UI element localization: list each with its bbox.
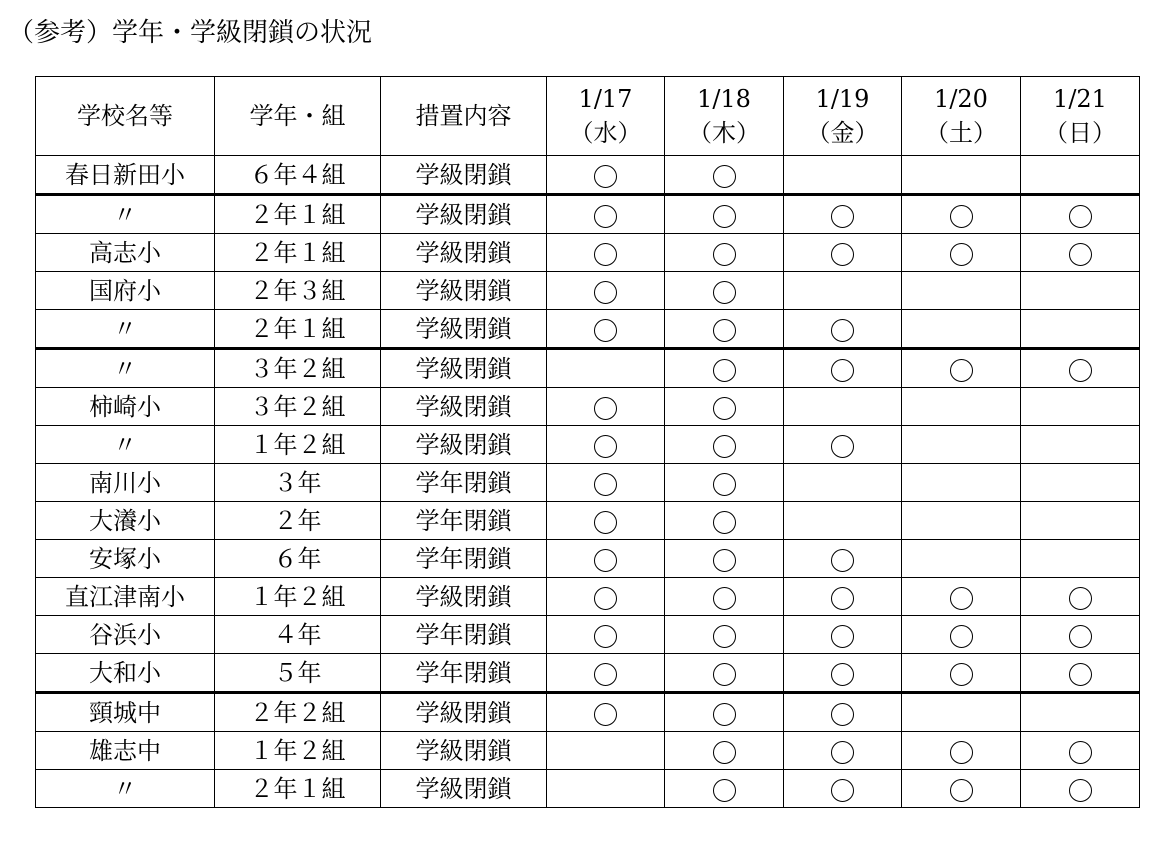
circle-mark-icon — [713, 205, 736, 228]
table-row — [36, 426, 1140, 464]
circle-mark-icon — [950, 779, 973, 802]
header-day — [547, 77, 665, 156]
circle-mark-icon — [831, 703, 854, 726]
day-cell — [665, 310, 784, 349]
day-cell — [547, 693, 665, 732]
measure-cell: 学級閉鎖 — [381, 578, 547, 616]
circle-mark-icon — [831, 243, 854, 266]
measure-cell: 学級閉鎖 — [381, 272, 547, 310]
circle-mark-icon — [1069, 663, 1092, 686]
circle-mark-icon — [713, 663, 736, 686]
circle-mark-icon — [713, 779, 736, 802]
table-row — [36, 349, 1140, 388]
day-cell — [665, 770, 784, 808]
circle-mark-icon — [950, 663, 973, 686]
circle-mark-icon — [713, 319, 736, 342]
day-cell — [1021, 616, 1140, 654]
day-cell — [547, 426, 665, 464]
day-cell — [902, 502, 1021, 540]
circle-mark-icon — [1069, 625, 1092, 648]
table-row — [36, 272, 1140, 310]
header-day-date: 1/17 — [578, 85, 633, 113]
header-day-weekday: （金） — [806, 119, 879, 147]
day-cell — [902, 310, 1021, 349]
grade-class-cell: ３年２組 — [215, 388, 381, 426]
measure-cell: 学級閉鎖 — [381, 156, 547, 195]
day-cell — [902, 272, 1021, 310]
day-cell — [1021, 732, 1140, 770]
table-row — [36, 310, 1140, 349]
day-cell — [547, 349, 665, 388]
day-cell — [665, 388, 784, 426]
circle-mark-icon — [831, 741, 854, 764]
grade-class-cell: ３年２組 — [215, 349, 381, 388]
header-day-date: 1/20 — [934, 85, 988, 113]
table-row — [36, 732, 1140, 770]
grade-class-cell: ２年１組 — [215, 195, 381, 234]
measure-cell: 学年閉鎖 — [381, 502, 547, 540]
day-cell — [784, 732, 902, 770]
day-cell — [665, 272, 784, 310]
day-cell — [665, 654, 784, 693]
measure-cell: 学級閉鎖 — [381, 234, 547, 272]
table-row — [36, 770, 1140, 808]
circle-mark-icon — [594, 397, 617, 420]
day-cell — [547, 156, 665, 195]
day-cell — [1021, 310, 1140, 349]
circle-mark-icon — [831, 549, 854, 572]
day-cell — [665, 464, 784, 502]
day-cell — [902, 540, 1021, 578]
day-cell — [547, 388, 665, 426]
circle-mark-icon — [831, 625, 854, 648]
day-cell — [547, 654, 665, 693]
circle-mark-icon — [594, 511, 617, 534]
circle-mark-icon — [713, 435, 736, 458]
circle-mark-icon — [950, 625, 973, 648]
day-cell — [784, 616, 902, 654]
grade-class-cell: １年２組 — [215, 732, 381, 770]
grade-class-cell: ２年３組 — [215, 272, 381, 310]
grade-class-cell: ２年１組 — [215, 770, 381, 808]
header-measure: 措置内容 — [381, 77, 547, 156]
table-row — [36, 195, 1140, 234]
header-school: 学校名等 — [36, 77, 215, 156]
school-cell: 頸城中 — [36, 693, 215, 732]
circle-mark-icon — [594, 243, 617, 266]
day-cell — [1021, 388, 1140, 426]
day-cell — [665, 616, 784, 654]
page-title: （参考）学年・学級閉鎖の状況 — [8, 18, 373, 48]
table-row — [36, 156, 1140, 195]
table-row — [36, 388, 1140, 426]
grade-class-cell: １年２組 — [215, 426, 381, 464]
day-cell — [784, 464, 902, 502]
day-cell — [547, 195, 665, 234]
day-cell — [784, 540, 902, 578]
day-cell — [1021, 540, 1140, 578]
day-cell — [547, 464, 665, 502]
day-cell — [902, 464, 1021, 502]
day-cell — [665, 732, 784, 770]
day-cell — [902, 578, 1021, 616]
circle-mark-icon — [594, 703, 617, 726]
day-cell — [547, 234, 665, 272]
school-cell: 国府小 — [36, 272, 215, 310]
day-cell — [1021, 464, 1140, 502]
day-cell — [547, 502, 665, 540]
school-cell: 〃 — [36, 310, 215, 349]
circle-mark-icon — [1069, 243, 1092, 266]
day-cell — [665, 578, 784, 616]
circle-mark-icon — [713, 587, 736, 610]
circle-mark-icon — [594, 281, 617, 304]
day-cell — [1021, 272, 1140, 310]
grade-class-cell: ６年４組 — [215, 156, 381, 195]
circle-mark-icon — [1069, 587, 1092, 610]
school-cell: 安塚小 — [36, 540, 215, 578]
circle-mark-icon — [831, 435, 854, 458]
school-cell: 大瀁小 — [36, 502, 215, 540]
day-cell — [547, 770, 665, 808]
day-cell — [902, 388, 1021, 426]
measure-cell: 学級閉鎖 — [381, 732, 547, 770]
circle-mark-icon — [831, 779, 854, 802]
table-body — [36, 156, 1140, 808]
measure-cell: 学級閉鎖 — [381, 426, 547, 464]
day-cell — [784, 654, 902, 693]
school-cell: 高志小 — [36, 234, 215, 272]
circle-mark-icon — [713, 281, 736, 304]
table-row — [36, 234, 1140, 272]
circle-mark-icon — [831, 359, 854, 382]
measure-cell: 学級閉鎖 — [381, 770, 547, 808]
day-cell — [784, 770, 902, 808]
school-cell: 谷浜小 — [36, 616, 215, 654]
header-day-weekday: （土） — [925, 119, 997, 147]
circle-mark-icon — [950, 243, 973, 266]
circle-mark-icon — [831, 587, 854, 610]
circle-mark-icon — [594, 625, 617, 648]
grade-class-cell: ５年 — [215, 654, 381, 693]
day-cell — [1021, 426, 1140, 464]
day-cell — [547, 578, 665, 616]
day-cell — [902, 693, 1021, 732]
day-cell — [784, 234, 902, 272]
circle-mark-icon — [831, 663, 854, 686]
circle-mark-icon — [594, 165, 617, 188]
circle-mark-icon — [594, 205, 617, 228]
day-cell — [1021, 578, 1140, 616]
circle-mark-icon — [831, 205, 854, 228]
circle-mark-icon — [594, 435, 617, 458]
circle-mark-icon — [713, 359, 736, 382]
grade-class-cell: １年２組 — [215, 578, 381, 616]
school-cell: 直江津南小 — [36, 578, 215, 616]
circle-mark-icon — [950, 359, 973, 382]
circle-mark-icon — [713, 473, 736, 496]
day-cell — [547, 540, 665, 578]
circle-mark-icon — [594, 319, 617, 342]
day-cell — [1021, 349, 1140, 388]
header-day-weekday: （水） — [569, 119, 642, 147]
day-cell — [1021, 156, 1140, 195]
day-cell — [547, 310, 665, 349]
day-cell — [784, 502, 902, 540]
day-cell — [784, 426, 902, 464]
header-row — [36, 77, 1140, 156]
circle-mark-icon — [1069, 779, 1092, 802]
circle-mark-icon — [950, 587, 973, 610]
day-cell — [547, 732, 665, 770]
day-cell — [665, 502, 784, 540]
day-cell — [784, 272, 902, 310]
day-cell — [902, 654, 1021, 693]
circle-mark-icon — [713, 741, 736, 764]
table-row — [36, 616, 1140, 654]
header-day-weekday: （日） — [1044, 119, 1116, 147]
header-day-date: 1/19 — [815, 85, 870, 113]
day-cell — [784, 578, 902, 616]
school-cell: 〃 — [36, 349, 215, 388]
circle-mark-icon — [713, 511, 736, 534]
day-cell — [784, 195, 902, 234]
day-cell — [784, 388, 902, 426]
circle-mark-icon — [594, 549, 617, 572]
circle-mark-icon — [713, 243, 736, 266]
day-cell — [784, 310, 902, 349]
circle-mark-icon — [713, 165, 736, 188]
day-cell — [1021, 502, 1140, 540]
day-cell — [665, 426, 784, 464]
grade-class-cell: ４年 — [215, 616, 381, 654]
circle-mark-icon — [594, 663, 617, 686]
header-day-date: 1/21 — [1053, 85, 1107, 113]
header-grade-class: 学年・組 — [215, 77, 381, 156]
header-day — [902, 77, 1021, 156]
school-cell: 柿崎小 — [36, 388, 215, 426]
day-cell — [665, 195, 784, 234]
grade-class-cell: ２年１組 — [215, 310, 381, 349]
closure-status-table — [35, 76, 1140, 808]
header-day — [665, 77, 784, 156]
measure-cell: 学年閉鎖 — [381, 464, 547, 502]
school-cell: 大和小 — [36, 654, 215, 693]
circle-mark-icon — [831, 319, 854, 342]
table-row — [36, 464, 1140, 502]
day-cell — [902, 349, 1021, 388]
grade-class-cell: ２年２組 — [215, 693, 381, 732]
school-cell: 春日新田小 — [36, 156, 215, 195]
measure-cell: 学級閉鎖 — [381, 693, 547, 732]
measure-cell: 学級閉鎖 — [381, 195, 547, 234]
school-cell: 〃 — [36, 426, 215, 464]
day-cell — [902, 156, 1021, 195]
school-cell: 南川小 — [36, 464, 215, 502]
day-cell — [784, 693, 902, 732]
header-day — [1021, 77, 1140, 156]
day-cell — [1021, 195, 1140, 234]
day-cell — [665, 540, 784, 578]
measure-cell: 学年閉鎖 — [381, 654, 547, 693]
measure-cell: 学級閉鎖 — [381, 349, 547, 388]
circle-mark-icon — [713, 703, 736, 726]
grade-class-cell: ３年 — [215, 464, 381, 502]
circle-mark-icon — [1069, 205, 1092, 228]
circle-mark-icon — [713, 549, 736, 572]
day-cell — [902, 195, 1021, 234]
day-cell — [902, 234, 1021, 272]
header-day-date: 1/18 — [697, 85, 751, 113]
circle-mark-icon — [950, 741, 973, 764]
circle-mark-icon — [713, 397, 736, 420]
grade-class-cell: ２年 — [215, 502, 381, 540]
day-cell — [1021, 654, 1140, 693]
day-cell — [902, 732, 1021, 770]
measure-cell: 学年閉鎖 — [381, 540, 547, 578]
day-cell — [902, 770, 1021, 808]
measure-cell: 学級閉鎖 — [381, 310, 547, 349]
table-row — [36, 502, 1140, 540]
grade-class-cell: ６年 — [215, 540, 381, 578]
day-cell — [547, 272, 665, 310]
header-day-weekday: （木） — [688, 119, 760, 147]
circle-mark-icon — [594, 473, 617, 496]
day-cell — [665, 349, 784, 388]
school-cell: 〃 — [36, 770, 215, 808]
day-cell — [1021, 234, 1140, 272]
day-cell — [1021, 770, 1140, 808]
circle-mark-icon — [594, 587, 617, 610]
table-row — [36, 578, 1140, 616]
day-cell — [1021, 693, 1140, 732]
day-cell — [547, 616, 665, 654]
day-cell — [902, 426, 1021, 464]
school-cell: 雄志中 — [36, 732, 215, 770]
grade-class-cell: ２年１組 — [215, 234, 381, 272]
day-cell — [665, 234, 784, 272]
table-row — [36, 540, 1140, 578]
measure-cell: 学級閉鎖 — [381, 388, 547, 426]
table-row — [36, 693, 1140, 732]
school-cell: 〃 — [36, 195, 215, 234]
day-cell — [784, 349, 902, 388]
day-cell — [665, 693, 784, 732]
day-cell — [784, 156, 902, 195]
circle-mark-icon — [1069, 359, 1092, 382]
circle-mark-icon — [1069, 741, 1092, 764]
circle-mark-icon — [950, 205, 973, 228]
measure-cell: 学年閉鎖 — [381, 616, 547, 654]
table-row — [36, 654, 1140, 693]
day-cell — [665, 156, 784, 195]
header-day — [784, 77, 902, 156]
day-cell — [902, 616, 1021, 654]
circle-mark-icon — [713, 625, 736, 648]
